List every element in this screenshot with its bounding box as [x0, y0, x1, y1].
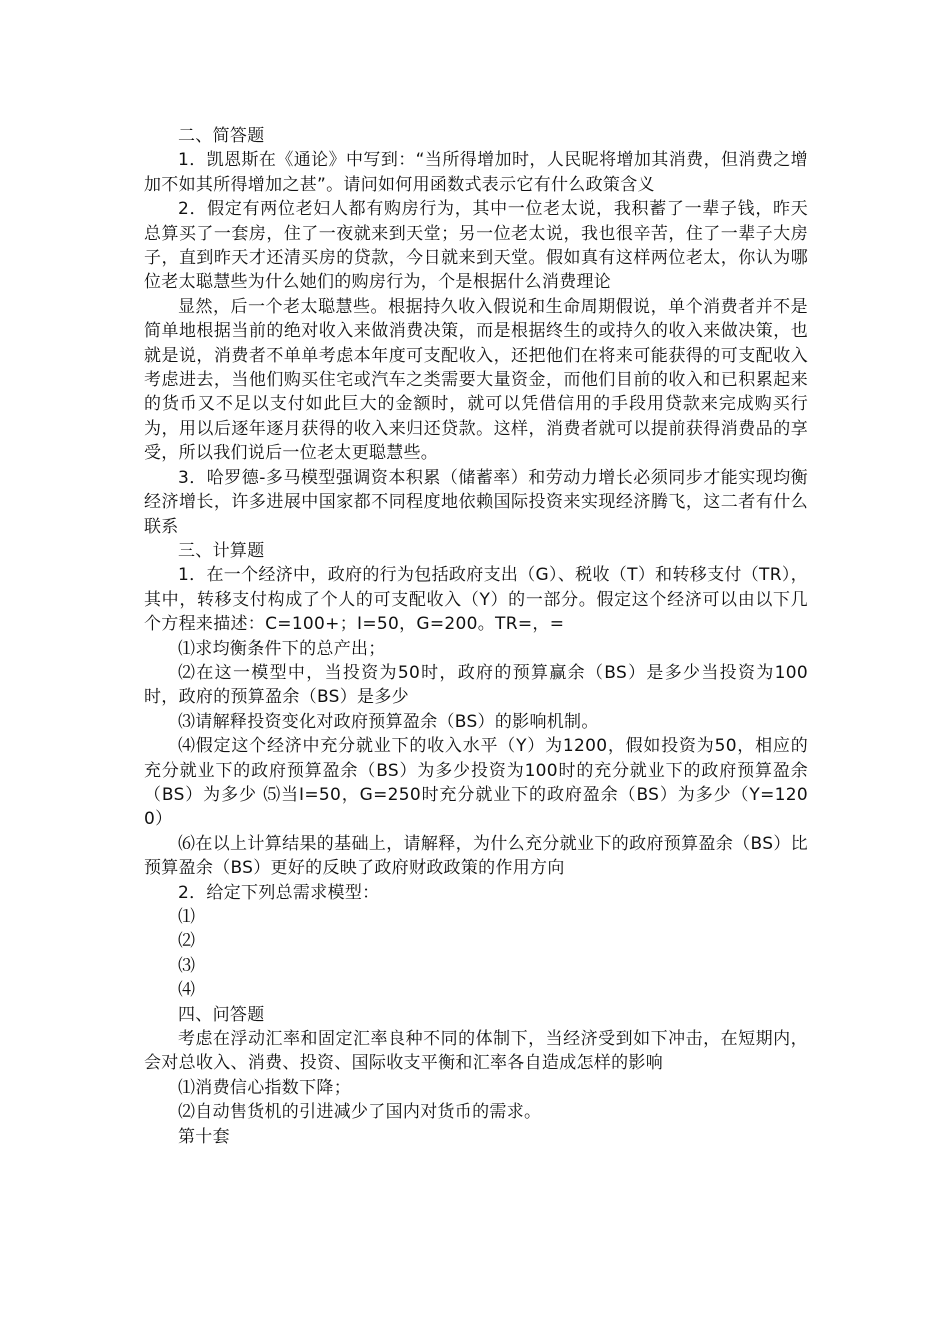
question-keynes: 1．凯恩斯在《通论》中写到：“当所得增加时，人民昵将增加其消费，但消费之增加不如其所得增加之甚”。请问如何用函数式表示它有什么政策含义 — [144, 150, 808, 195]
subquestion-2: ⑵在这一模型中，当投资为50时，政府的预算赢余（BS）是多少当投资为100时，政府的预算盈余（BS）是多少 — [144, 662, 808, 708]
section-heading-calculation: 三、计算题 — [178, 540, 265, 561]
question-exchange-rate: 考虑在浮动汇率和固定汇率良种不同的体制下，当经济受到如下冲击，在短期内，会对总收入、消费、投资、国际收支平衡和汇率各自造成怎样的影响 — [144, 1029, 808, 1074]
ad-item-4: ⑷ — [178, 980, 196, 1001]
question-two-old-ladies: 2．假定有两位老妇人都有购房行为，其中一位老太说，我积蓄了一辈子钱，昨天总算买了一套房，住了一夜就来到天堂；另一位老太说，我也很辛苦，住了一辈子大房子，直到昨天才还清买房的贷款，今日就来到天堂。假如真有这样两位老太，你认为哪位老太聪慧些为什么她们的购房行为，个是根据什么消费理论 — [144, 199, 808, 293]
question-economy-model: 1．在一个经济中，政府的行为包括政府支出（G）、税收（T）和转移支付（TR），其中，转移支付构成了个人的可支配收入（Y）的一部分。假定这个经济可以由以下几个方程来描述：C=100+；I=50，G=200。TR=，= — [144, 565, 808, 635]
section-heading-essay: 四、问答题 — [178, 1004, 265, 1025]
set-title: 第十套 — [178, 1126, 230, 1147]
shock-2: ⑵自动售货机的引进减少了国内对货币的需求。 — [178, 1102, 542, 1123]
ad-item-2: ⑵ — [178, 931, 196, 952]
answer-two-old-ladies: 显然，后一个老太聪慧些。根据持久收入假说和生命周期假说，单个消费者并不是简单地根据当前的绝对收入来做消费决策，而是根据终生的或持久的收入来做决策，也就是说，消费者不单单考虑本年度可支配收入，还把他们在将来可能获得的可支配收入考虑进去，当他们购买住宅或汽车之类需要大量资金，而他们目前的收入和已积累起来的货币又不足以支付如此巨大的金额时，就可以凭借信用的手段用贷款来完成购买行为，用以后逐年逐月获得的收入来归还贷款。这样，消费者就可以提前获得消费品的享受，所以我们说后一位老太更聪慧些。 — [144, 296, 808, 464]
document-body — [144, 124, 808, 1149]
ad-item-1: ⑴ — [178, 907, 196, 927]
subquestion-3: ⑶请解释投资变化对政府预算盈余（BS）的影响机制。 — [178, 711, 599, 732]
shock-1: ⑴消费信心指数下降； — [178, 1077, 351, 1098]
section-heading-short-answer: 二、简答题 — [178, 126, 265, 146]
question-harrod-domar: 3．哈罗德-多马模型强调资本积累（储蓄率）和劳动力增长必须同步才能实现均衡经济增长，许多进展中国家都不同程度地依赖国际投资来实现经济腾飞，这二者有什么联系 — [144, 467, 808, 537]
question-aggregate-demand: 2．给定下列总需求模型： — [178, 882, 380, 903]
subquestion-1: ⑴求均衡条件下的总产出； — [178, 638, 386, 659]
subquestion-4-5: ⑷假定这个经济中充分就业下的收入水平（Y）为1200，假如投资为50，相应的充分就业下的政府预算盈余（BS）为多少投资为100时的充分就业下的政府预算盈余（BS）为多少 ⑸当I=50，G=250时充分就业下的政府盈余（BS）为多少（Y=1200） — [144, 736, 808, 830]
ad-item-3: ⑶ — [178, 955, 196, 976]
subquestion-6: ⑹在以上计算结果的基础上，请解释，为什么充分就业下的政府预算盈余（BS）比预算盈余（BS）更好的反映了政府财政政策的作用方向 — [144, 833, 808, 879]
